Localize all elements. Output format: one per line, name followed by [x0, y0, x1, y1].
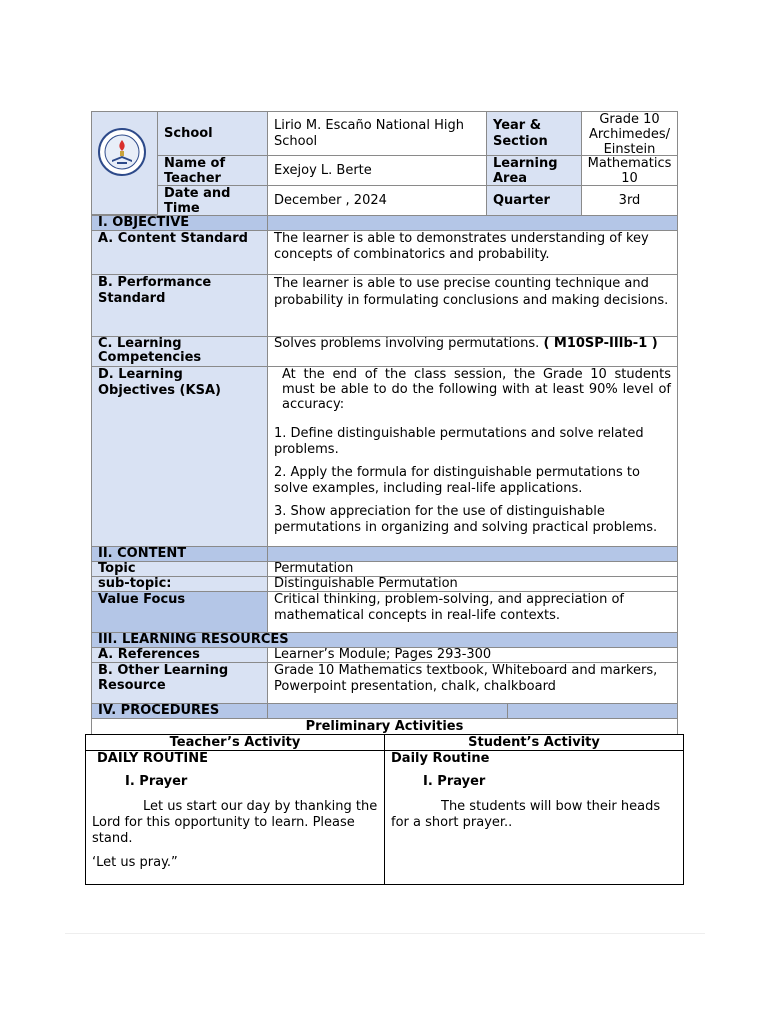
references-label: A. References: [91, 647, 268, 663]
quarter-label: Quarter: [486, 185, 582, 216]
student-daily-routine: Daily Routine: [391, 751, 490, 766]
quarter-value: 3rd: [581, 185, 678, 216]
content-section-bar: [267, 546, 678, 562]
procedures-section-title: IV. PROCEDURES: [91, 703, 268, 719]
learning-objectives-cell: [267, 366, 678, 547]
date-time-label: Date and Time: [157, 185, 268, 216]
learning-objectives-label: D. Learning Objectives (KSA): [91, 366, 268, 547]
year-section-value: Grade 10 Archimedes/ Einstein: [581, 111, 678, 156]
other-resources-value: Grade 10 Mathematics textbook, Whiteboard and markers, Powerpoint presentation, chalk, chalkboard: [267, 662, 678, 704]
resources-section-title: III. LEARNING RESOURCES: [91, 632, 678, 648]
value-focus-label: Value Focus: [91, 591, 268, 633]
ksa-intro: At the end of the class session, the Grade 10 students must be able to do the following with at least 90% level of accuracy:: [282, 367, 671, 412]
performance-standard-value: The learner is able to use precise counting technique and probability in formulating conclusions and making decisions.: [267, 274, 678, 337]
references-value: Learner’s Module; Pages 293-300: [267, 647, 678, 663]
performance-standard-label: B. Performance Standard: [91, 274, 268, 337]
ksa-item-2: 2. Apply the formula for distinguishable permutations to solve examples, including real-life applications.: [274, 465, 640, 496]
student-prayer-text: The students will bow their heads for a short prayer..: [391, 799, 661, 830]
learning-competencies-value: Solves problems involving permutations.: [274, 336, 540, 351]
teacher-let-us-pray: ‘Let us pray.”: [92, 855, 178, 870]
school-value: Lirio M. Escaño National High School: [267, 111, 487, 156]
learning-competencies-code: ( M10SP-IIIb-1 ): [543, 336, 658, 351]
learning-area-value: Mathematics 10: [581, 155, 678, 186]
teacher-activity-header: Teacher’s Activity: [85, 734, 385, 751]
ksa-item-3: 3. Show appreciation for the use of distinguishable permutations in organizing and solving practical problems.: [274, 504, 658, 535]
subtopic-value: Distinguishable Permutation: [267, 576, 678, 592]
learning-competencies-cell: [267, 336, 678, 367]
date-time-value: December , 2024: [267, 185, 487, 216]
page-divider: [65, 933, 705, 934]
school-seal-icon: [97, 127, 147, 177]
value-focus-value: Critical thinking, problem-solving, and appreciation of mathematical concepts in real-life contexts.: [267, 591, 678, 633]
learning-competencies-label: C. Learning Competencies: [91, 336, 268, 367]
ksa-item-1: 1. Define distinguishable permutations and solve related problems.: [274, 426, 644, 457]
teacher-prayer-text: Let us start our day by thanking the Lord for this opportunity to learn. Please stand.: [92, 799, 378, 846]
content-section-title: II. CONTENT: [91, 546, 268, 562]
content-standard-label: A. Content Standard: [91, 230, 268, 275]
year-section-label: Year & Section: [486, 111, 582, 156]
student-activity-header: Student’s Activity: [384, 734, 684, 751]
preliminary-activities-title: Preliminary Activities: [91, 718, 678, 735]
other-resources-label: B. Other Learning Resource: [91, 662, 268, 704]
procedures-bar-right: [507, 703, 678, 719]
learning-area-label: Learning Area: [486, 155, 582, 186]
student-activity-cell: [384, 750, 684, 885]
topic-value: Permutation: [267, 561, 678, 577]
school-label: School: [157, 111, 268, 156]
teacher-name-label: Name of Teacher: [157, 155, 268, 186]
topic-label: Topic: [91, 561, 268, 577]
teacher-daily-routine: DAILY ROUTINE: [97, 751, 208, 766]
school-logo-cell: [91, 111, 158, 215]
teacher-name-value: Exejoy L. Berte: [267, 155, 487, 186]
teacher-prayer-title: I. Prayer: [125, 774, 188, 789]
content-standard-value: The learner is able to demonstrates understanding of key concepts of combinatorics and probability.: [267, 230, 678, 275]
student-prayer-title: I. Prayer: [423, 774, 486, 789]
objective-section-title: I. OBJECTIVE: [91, 215, 268, 231]
procedures-bar-middle: [267, 703, 508, 719]
subtopic-label: sub-topic:: [91, 576, 268, 592]
objective-section-bar: [267, 215, 678, 231]
teacher-activity-cell: [85, 750, 385, 885]
